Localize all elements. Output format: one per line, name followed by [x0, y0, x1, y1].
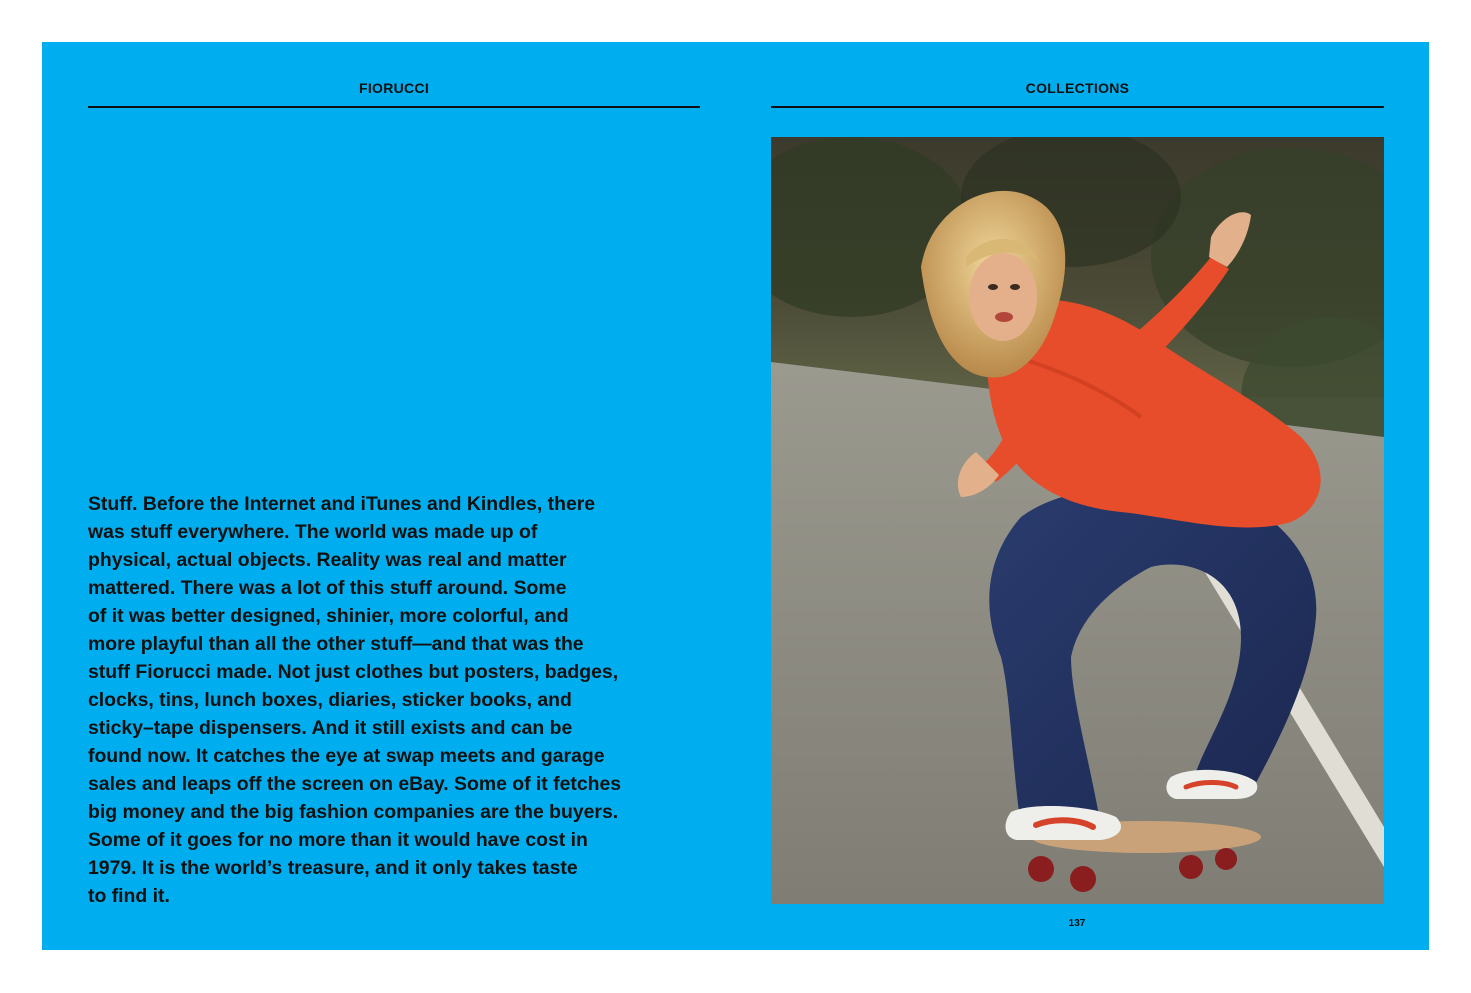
running-head-right: COLLECTIONS — [1025, 80, 1130, 96]
page-number: 137 — [1068, 918, 1086, 929]
header-rule-left — [88, 106, 700, 108]
book-spread — [42, 42, 1429, 950]
body-paragraph: Stuff. Before the Internet and iTunes and Kindles, there was stuff everywhere. The world was made up of physical, actual objects. Reality was real and matter mattered. There was a lot of this stuff around. Some of it was better designed, shinier, more colorful, and more playful than all the other stuff—and that was the stuff Fiorucci made. Not just clothes but posters, badges, clocks, tins, lunch boxes, diaries, sticker books, and sticky–tape dispensers. And it still exists and can be found now. It catches the eye at swap meets and garage sales and leaps off the screen on eBay. Some of it fetches big money and the big fashion companies are the buyers. Some of it goes for no more than it would have cost in 1979. It is the world’s treasure, and it only takes taste to find it. — [88, 493, 622, 907]
running-head-left: FIORUCCI — [358, 80, 430, 96]
header-rule-right — [771, 106, 1384, 108]
woman-skateboarding-photo — [771, 137, 1384, 904]
